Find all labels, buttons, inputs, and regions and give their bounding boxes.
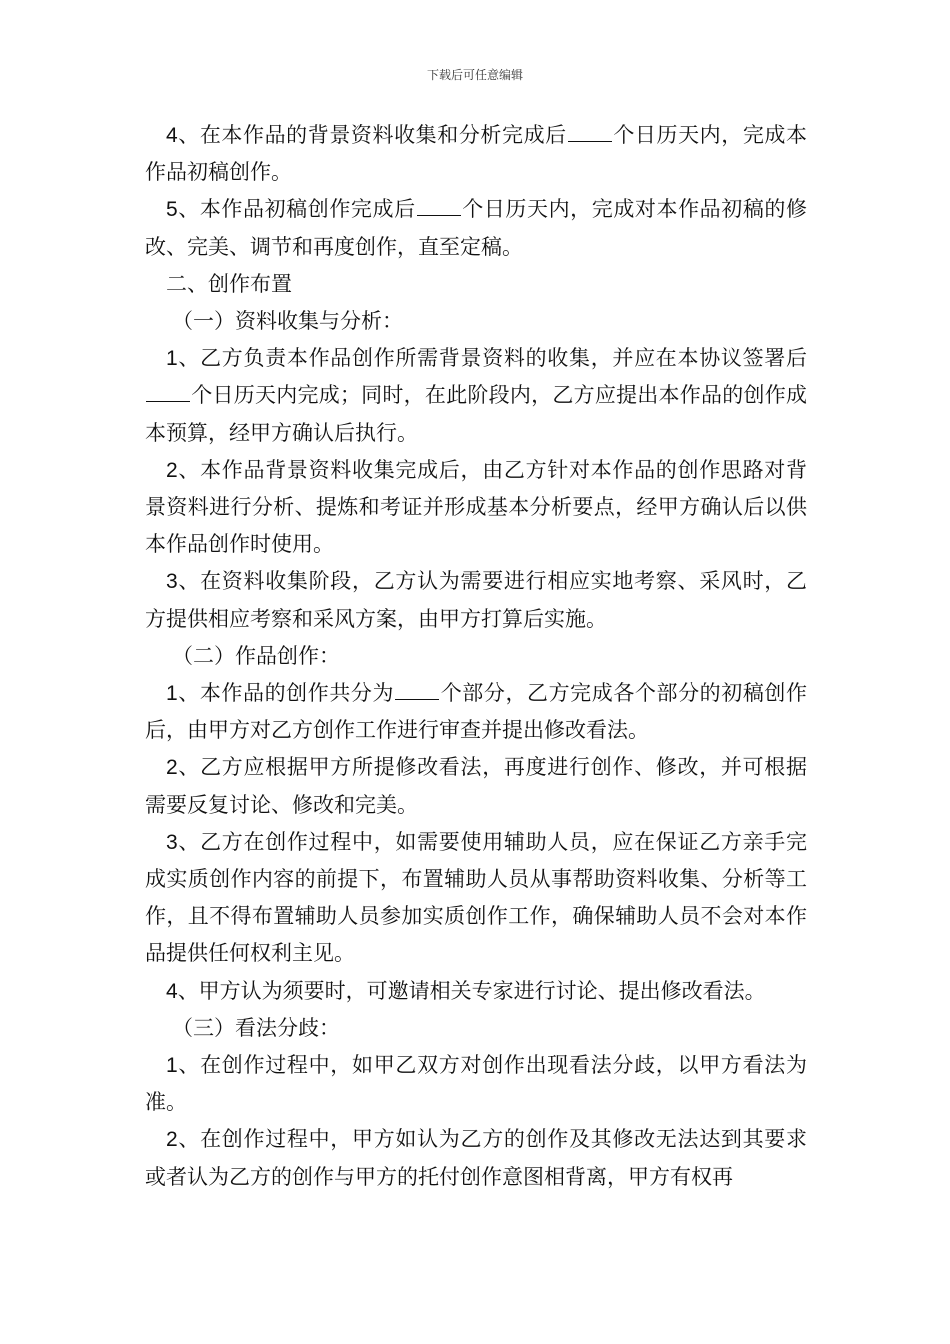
paragraph-text: 、乙方应根据甲方所提修改看法，再度进行创作、修改，并可根据需要反复讨论、修改和完美。: [145, 755, 807, 817]
paragraph-item-1-material-collection: [145, 340, 807, 452]
paragraph-text: 、在本作品的背景资料收集和分析完成后: [177, 123, 567, 147]
item-number: 1: [166, 1054, 178, 1078]
item-number: 2: [166, 1128, 178, 1152]
paragraph-text: 、乙方负责本作品创作所需背景资料的收集，并应在本协议签署后: [177, 346, 807, 371]
item-number: 4: [166, 979, 178, 1003]
paragraph-item-1-parts: [145, 675, 807, 749]
fill-in-blank: [417, 199, 461, 216]
subsection-heading: （三）看法分歧：: [172, 1015, 340, 1040]
paragraph-item-2-revision: [145, 749, 807, 823]
item-number: 1: [166, 347, 178, 371]
item-number: 1: [166, 682, 178, 706]
paragraph-text: 、本作品初稿创作完成后: [177, 197, 416, 222]
item-number: 3: [166, 570, 178, 594]
paragraph-text: 、本作品背景资料收集完成后，由乙方针对本作品的创作思路对背景资料进行分析、提炼和考证并形成基本分析要点，经甲方确认后以供本作品创作时使用。: [145, 457, 807, 557]
paragraph-item-3-field-survey: [145, 563, 807, 637]
paragraph-text: 、在创作过程中，如甲乙双方对创作出现看法分歧，以甲方看法为准。: [145, 1053, 807, 1115]
paragraph-text: 、本作品的创作共分为: [177, 681, 395, 706]
item-number: 2: [166, 458, 178, 482]
fill-in-blank: [395, 683, 439, 700]
paragraph-item-4-draft-deadline: [145, 117, 807, 191]
fill-in-blank: [568, 125, 612, 142]
item-number: 4: [166, 124, 178, 147]
paragraph-text: 、甲方认为须要时，可邀请相关专家进行讨论、提出修改看法。: [177, 978, 766, 1003]
subsection-heading: （二）作品创作：: [172, 643, 340, 668]
item-number: 5: [166, 198, 178, 222]
paragraph-text: 、在资料收集阶段，乙方认为需要进行相应实地考察、采风时，乙方提供相应考察和采风方案，由甲方打算后实施。: [145, 569, 807, 631]
item-number: 2: [166, 756, 178, 780]
fill-in-blank: [146, 385, 190, 402]
paragraph-text: 个部分，乙方完成各个部分的初稿创作后，由甲方对乙方创作工作进行审查并提出修改看法。: [145, 681, 808, 743]
paragraph-item-1-disagreement: [145, 1047, 807, 1121]
paragraph-text: 个日历天内，完成对本作品初稿的修改、完美、调节和再度创作，直至定稿。: [145, 197, 808, 259]
item-number: 3: [166, 830, 178, 854]
paragraph-item-2-analysis: [145, 452, 807, 564]
paragraph-text: 、在创作过程中，甲方如认为乙方的创作及其修改无法达到其要求或者认为乙方的创作与甲方的托付创作意图相背离，甲方有权再: [145, 1127, 807, 1189]
paragraph-text: 个日历天内完成；同时，在此阶段内，乙方应提出本作品的创作成本预算，经甲方确认后执行。: [145, 383, 807, 445]
subsection-heading: （一）资料收集与分析：: [172, 309, 403, 334]
paragraph-text: 个日历天内，完成本作品初稿创作。: [145, 123, 808, 185]
paragraph-item-5-revision-deadline: [145, 191, 807, 265]
paragraph-item-4-experts: [145, 973, 807, 1010]
paragraph-text: 、乙方在创作过程中，如需要使用辅助人员，应在保证乙方亲手完成实质创作内容的前提下，布置辅助人员从事帮助资料收集、分析等工作，且不得布置辅助人员参加实质创作工作，确保辅助人员不会对本作品提供任何权利主见。: [145, 829, 807, 966]
paragraph-item-2-rights: [145, 1121, 807, 1195]
page-header: 下载后可任意编辑: [426, 68, 523, 82]
document-body: [145, 117, 807, 1196]
section-heading: 二、创作布置: [166, 271, 292, 296]
paragraph-item-3-assistants: [145, 824, 807, 973]
